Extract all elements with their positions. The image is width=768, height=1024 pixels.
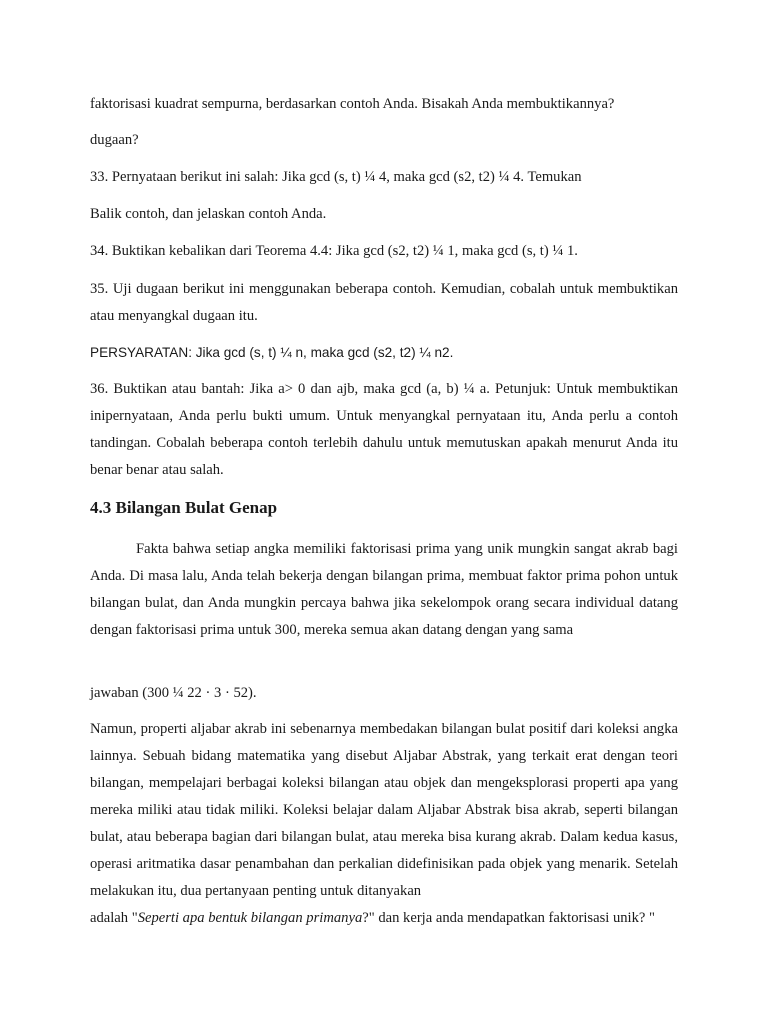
final-suffix: ?" dan kerja anda mendapatkan faktorisasi unik? " — [362, 910, 655, 926]
text-line-faktorisasi: faktorisasi kuadrat sempurna, berdasarkan contoh Anda. Bisakah Anda membuktikannya? — [90, 96, 615, 112]
text-line-balik-contoh: Balik contoh, dan jelaskan contoh Anda. — [90, 206, 327, 222]
section-title: 4.3 Bilangan Bulat Genap — [90, 498, 278, 517]
text-line-final — [90, 909, 678, 927]
paragraph-fakta: Fakta bahwa setiap angka memiliki faktorisasi prima yang unik mungkin sangat akrab bagi Anda. Di masa lalu, Anda telah bekerja dengan bilangan prima, membuat faktor prima pohon untuk bilangan bulat, dan Anda mungkin percaya bahwa jika sekelompok orang secara individual datang dengan faktorisasi prima untuk 300, mereka semua akan datang dengan yang sama — [90, 541, 678, 638]
final-italic-question: Seperti apa bentuk bilangan primanya — [137, 910, 363, 926]
exercise-34: 34. Buktikan kebalikan dari Teorema 4.4: Jika gcd (s2, t2) ¼ 1, maka gcd (s, t) ¼ 1. — [90, 243, 578, 259]
text-line-jawaban: jawaban (300 ¼ 22 · 3 · 52). — [90, 685, 257, 701]
paragraph-namun: Namun, properti aljabar akrab ini sebenarnya membedakan bilangan bulat positif dari koleksi angka lainnya. Sebuah bidang matematika yang disebut Aljabar Abstrak, yang terkait erat dengan teori bilangan, mempelajari berbagai koleksi bilangan atau objek dan mengeksplorasi properti apa yang mereka miliki atau tidak miliki. Koleksi belajar dalam Aljabar Abstrak bisa akrab, seperti bilangan bulat, atau beberapa bagian dari bilangan bulat, atau mereka bisa kurang akrab. Dalam kedua kasus, operasi aritmatika dasar penambahan dan perkalian didefinisikan pada objek yang menarik. Setelah melakukan itu, dua pertanyaan penting untuk ditanyakan — [90, 721, 678, 899]
persyaratan-statement: PERSYARATAN: Jika gcd (s, t) ¼ n, maka gcd (s2, t2) ¼ n2. — [90, 345, 454, 360]
final-prefix: adalah " — [90, 910, 138, 926]
text-line-dugaan: dugaan? — [90, 132, 139, 148]
exercise-36: 36. Buktikan atau bantah: Jika a> 0 dan ajb, maka gcd (a, b) ¼ a. Petunjuk: Untuk membuktikan inipernyataan, Anda perlu bukti umum. Untuk menyangkal pernyataan itu, Anda perlu a contoh tandingan. Cobalah beberapa contoh terlebih dahulu untuk memutuskan apakah menurut Anda itu benar benar atau salah. — [90, 381, 678, 478]
exercise-35: 35. Uji dugaan berikut ini menggunakan beberapa contoh. Kemudian, cobalah untuk membuktikan atau menyangkal dugaan itu. — [90, 281, 678, 324]
exercise-33: 33. Pernyataan berikut ini salah: Jika gcd (s, t) ¼ 4, maka gcd (s2, t2) ¼ 4. Temukan — [90, 169, 582, 185]
